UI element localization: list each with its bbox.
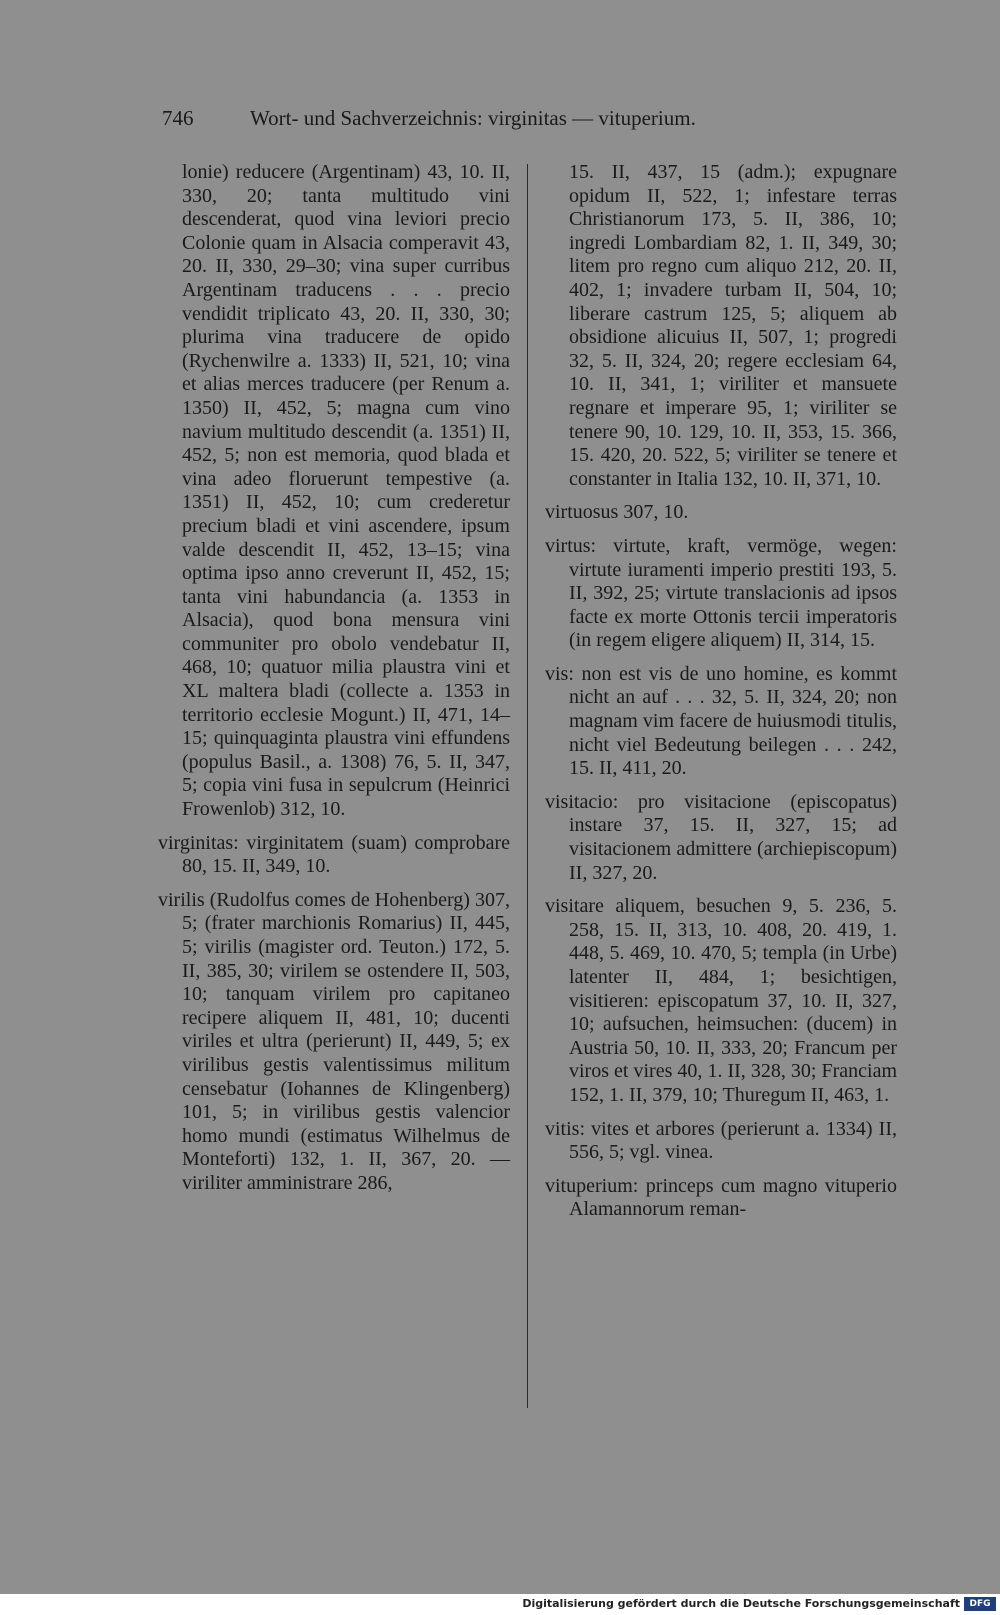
page-header (162, 104, 852, 132)
index-entry: virginitas: virginitatem (suam) comprobare 80, 15. II, 349, 10. (158, 831, 510, 878)
index-entry: lonie) reducere (Argentinam) 43, 10. II, 330, 20; tanta multitudo vini descenderat, quod vina leviori precio Colonie quam in Alsacia comperavit 43, 20. II, 330, 29–30; vina super curribus Argentinam traducens . . . precio vendidit triplicato 43, 20. II, 330, 30; plurima vina traducere de opido (Rychenwilre a. 1333) II, 521, 10; vina et alias merces traducere (per Renum a. 1350) II, 452, 5; magna cum vino navium multitudo descendit (a. 1351) II, 452, 5; non est memoria, quod blada et vina adeo floruerunt tempestive (a. 1351) II, 452, 10; cum crederetur precium bladi et vini ascendere, ipsum valde descendit II, 452, 13–15; vina optima ipso anno creverunt II, 452, 15; tanta vini habundancia (a. 1353 in Alsacia), quod bona mensura vini communiter pro obolo vendebatur II, 468, 10; quatuor milia plaustra vini et XL maltera bladi (collecte a. 1353 in territorio ecclesie Mogunt.) II, 471, 14–15; quinquaginta plaustra vini effundens (populus Basil., a. 1308) 76, 5. II, 347, 5; copia vini fusa in sepulcrum (Heinrici Frowenlob) 312, 10. (182, 161, 510, 821)
footer-credit: Digitalisierung gefördert durch die Deutsche Forschungsgemeinschaft (522, 1597, 960, 1610)
footer-bar (0, 1594, 1000, 1615)
right-column (545, 161, 897, 1232)
index-entry: virtus: virtute, kraft, vermöge, wegen: virtute iuramenti imperio prestiti 193, 5. II, 392, 25; virtute translacionis ad ipsos facte ex morte Ottonis tercii imperatoris (in regem eligere aliquem) II, 314, 15. (545, 534, 897, 652)
page-number: 746 (162, 106, 194, 130)
column-divider (527, 164, 528, 1408)
running-title: Wort- und Sachverzeichnis: virginitas — vituperium. (250, 106, 696, 130)
index-entry: vis: non est vis de uno homine, es kommt nicht an auf . . . 32, 5. II, 324, 20; non magnam vim facere de huiusmodi titulis, nicht viel Bedeutung beilegen . . . 242, 15. II, 411, 20. (545, 662, 897, 780)
index-entry: visitacio: pro visitacione (episcopatus) instare 37, 15. II, 327, 15; ad visitacionem admittere (archiepiscopum) II, 327, 20. (545, 790, 897, 884)
index-entry: virtuosus 307, 10. (545, 501, 689, 524)
left-column (158, 161, 510, 1206)
index-entry: virilis (Rudolfus comes de Hohenberg) 307, 5; (frater marchionis Romarius) II, 445, 5; virilis (magister ord. Teuton.) 172, 5. II, 385, 30; virilem se ostendere II, 503, 10; tanquam virilem pro capitaneo recipere aliquem II, 481, 10; ducenti viriles et ultra (perierunt) II, 449, 5; ex virilibus gestis valentissimus militum censebatur (Iohannes de Klingenberg) 101, 5; in virilibus gestis valencior homo mundi (estimatus Wilhelmus de Monteforti) 132, 1. II, 367, 20. — viriliter amministrare 286, (158, 888, 510, 1194)
index-entry: vituperium: princeps cum magno vituperio Alamannorum reman- (545, 1174, 897, 1221)
index-entry: 15. II, 437, 15 (adm.); expugnare opidum II, 522, 1; infestare terras Christianorum 173, 5. II, 386, 10; ingredi Lombardiam 82, 1. II, 349, 30; litem pro regno cum aliquo 212, 20. II, 402, 1; invadere turbam II, 504, 10; liberare castrum 125, 5; aliquem ab obsidione alicuius II, 507, 1; progredi 32, 5. II, 324, 20; regere ecclesiam 64, 10. II, 341, 1; viriliter et mansuete regnare et imperare 95, 1; viriliter se tenere 90, 10. 129, 10. II, 353, 15. 366, 15. 420, 20. 522, 5; viriliter se tenere et constanter in Italia 132, 10. II, 371, 10. (569, 161, 897, 490)
index-entry: visitare aliquem, besuchen 9, 5. 236, 5. 258, 15. II, 313, 10. 408, 20. 419, 1. 448, 5. 469, 10. 470, 5; templa (in Urbe) latenter II, 484, 1; besichtigen, visitieren: episcopatum 37, 10. II, 327, 10; aufsuchen, heimsuchen: (ducem) in Austria 50, 10. II, 333, 20; Francum per viros et vires 40, 1. II, 328, 30; Franciam 152, 1. II, 379, 10; Thuregum II, 463, 1. (545, 895, 897, 1106)
dfg-logo[interactable]: DFG (964, 1597, 996, 1611)
index-entry: vitis: vites et arbores (perierunt a. 1334) II, 556, 5; vgl. vinea. (545, 1117, 897, 1164)
